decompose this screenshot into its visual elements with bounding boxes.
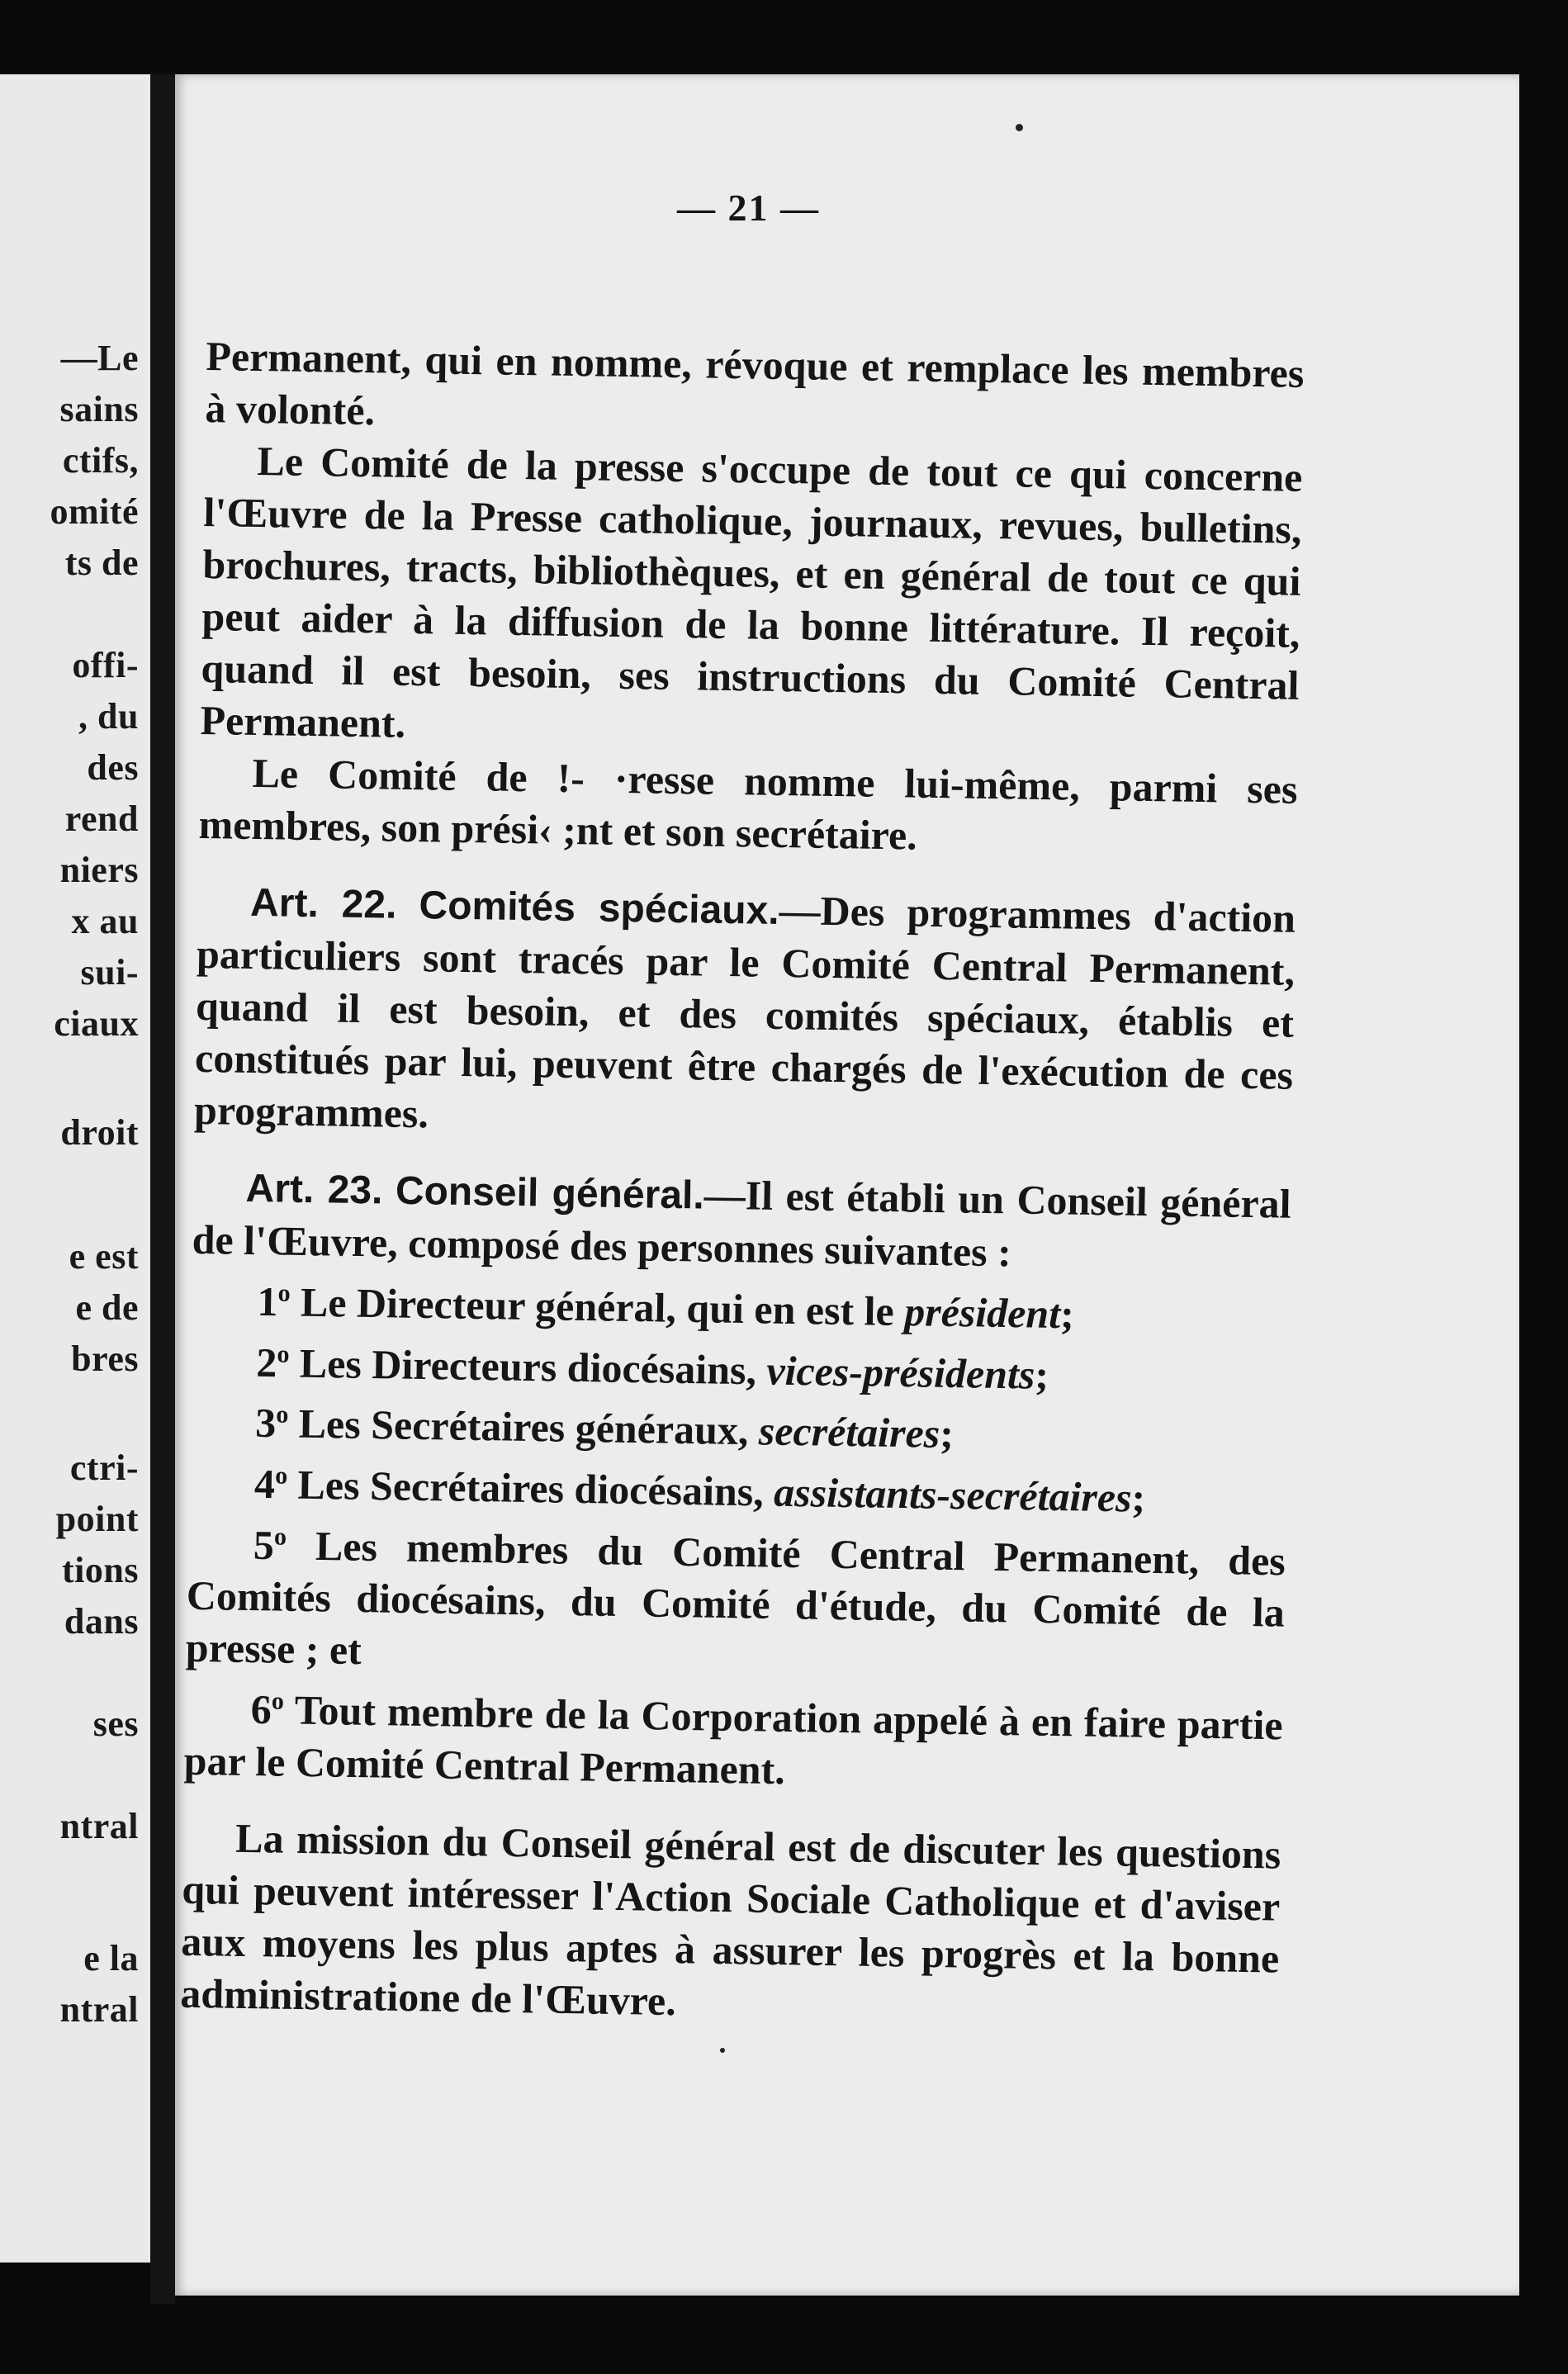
ink-speck	[1016, 124, 1023, 131]
article-23-number: Art. 23.	[245, 1166, 383, 1213]
item-end: ;	[1131, 1474, 1146, 1521]
item-number: 5	[253, 1521, 275, 1568]
left-page-fragment: , du	[78, 696, 139, 737]
article-23	[192, 1161, 1291, 1283]
item-role: vices-présidents	[766, 1347, 1035, 1398]
article-22-title: Comités spéciaux.	[419, 884, 780, 933]
item-end: ;	[1059, 1291, 1075, 1338]
item-number: 6	[250, 1685, 272, 1733]
article-22	[194, 875, 1296, 1154]
item-text: Les Directeurs diocésains,	[288, 1339, 767, 1394]
item-ordinal: o	[276, 1400, 289, 1429]
item-text: Tout membre de la Corporation appelé à en faire partie par le Comité Central Permanent.	[183, 1686, 1284, 1794]
left-page-fragment: rend	[64, 798, 139, 839]
item-end: ;	[1034, 1351, 1049, 1398]
left-facing-page	[0, 74, 150, 2263]
left-page-fragment: e de	[75, 1287, 139, 1328]
item-number: 1	[257, 1277, 278, 1325]
item-ordinal: o	[277, 1279, 291, 1307]
article-23-body: —Il est établi un Conseil général de l'Œuvre, composé des personnes suivantes :	[192, 1171, 1292, 1276]
paragraph-press-committee: Le Comité de la presse s'occupe de tout ce qui concerne l'Œuvre de la Presse catholique, journaux, revues, bulletins, brochures, tracts, bibliothèques, et en général de tout ce qui peut aider à la diffusion de la bonne littérature. Il reçoit, quand il est besoin, ses instructions du Comité Central Permanent.	[200, 437, 1303, 746]
item-number: 2	[255, 1339, 277, 1386]
article-22-body: —Des programmes d'action particuliers sont tracés par le Comité Central Permanent, quand il est besoin, et des comités spéciaux, établis et constitués par lui, peuvent être chargés de l'exécution de ces programmes.	[193, 886, 1296, 1137]
item-text: Le Directeur général, qui en est le	[290, 1278, 905, 1335]
left-page-fragment: ctri-	[69, 1448, 139, 1488]
left-page-fragment: sains	[59, 389, 139, 429]
item-role: secrétaires	[758, 1407, 940, 1457]
left-page-fragment: —Le	[60, 338, 139, 378]
left-page-fragment: ciaux	[54, 1003, 139, 1044]
list-item	[185, 1509, 1286, 1691]
left-page-fragment: e la	[83, 1938, 139, 1978]
page-body	[180, 330, 1305, 2037]
left-page-fragment: sui-	[80, 952, 139, 993]
book-gutter	[150, 74, 175, 2304]
left-page-fragment: ntral	[59, 1806, 139, 1846]
item-number: 4	[253, 1460, 276, 1508]
item-text: Les Secrétaires généraux,	[287, 1400, 760, 1454]
left-page-fragment: dans	[64, 1601, 139, 1642]
item-text: Les Secrétaires diocésains,	[287, 1461, 775, 1515]
item-ordinal: o	[277, 1340, 290, 1368]
page-number: — 21 —	[677, 187, 820, 229]
paragraph-mission: La mission du Conseil général est de discuter les questions qui peuvent intéresser l'Action Sociale Catholique et d'aviser aux moyens les plus aptes à assurer les progrès et la bonne administratione de l'Œuvre.	[179, 1814, 1281, 2025]
item-role: assistants-secrétaires	[773, 1468, 1133, 1521]
item-ordinal: o	[271, 1687, 285, 1715]
left-page-fragment: bres	[71, 1339, 139, 1379]
left-page-fragment: ntral	[59, 1989, 139, 2030]
left-page-fragment: niers	[59, 850, 139, 890]
list-item	[183, 1674, 1283, 1804]
article-23-title: Conseil général.	[395, 1168, 705, 1218]
left-page-fragment: offi-	[72, 645, 139, 685]
left-page-fragment: e est	[69, 1236, 139, 1277]
left-page-fragment: des	[87, 747, 139, 788]
ink-speck	[720, 2048, 725, 2053]
item-number: 3	[254, 1400, 277, 1447]
item-ordinal: o	[274, 1462, 288, 1490]
left-page-fragment: tions	[62, 1550, 139, 1590]
left-page-fragment: point	[55, 1499, 139, 1539]
item-role: président	[903, 1288, 1061, 1338]
left-page-fragment: x au	[71, 901, 139, 941]
article-22-number: Art. 22.	[249, 880, 397, 927]
item-ordinal: o	[273, 1523, 287, 1551]
left-page-fragment: ctifs,	[62, 440, 139, 481]
left-page-fragment: omité	[50, 491, 139, 532]
left-page-fragment: droit	[60, 1112, 139, 1153]
item-text: Les membres du Comité Central Permanent, des Comités diocésains, du Comité d'étude, du Comité de la presse ; et	[185, 1521, 1286, 1674]
left-page-fragment: ses	[92, 1703, 139, 1744]
paragraph-press-officers: Le Comité de !- ·resse nomme lui-même, parmi ses membres, son prési‹ ;nt et son secrétaire.	[198, 749, 1298, 859]
paragraph-continuation: Permanent, qui en nomme, révoque et remplace les membres à volonté.	[205, 332, 1305, 434]
item-end: ;	[939, 1410, 955, 1457]
left-page-fragment: ts de	[64, 543, 139, 583]
